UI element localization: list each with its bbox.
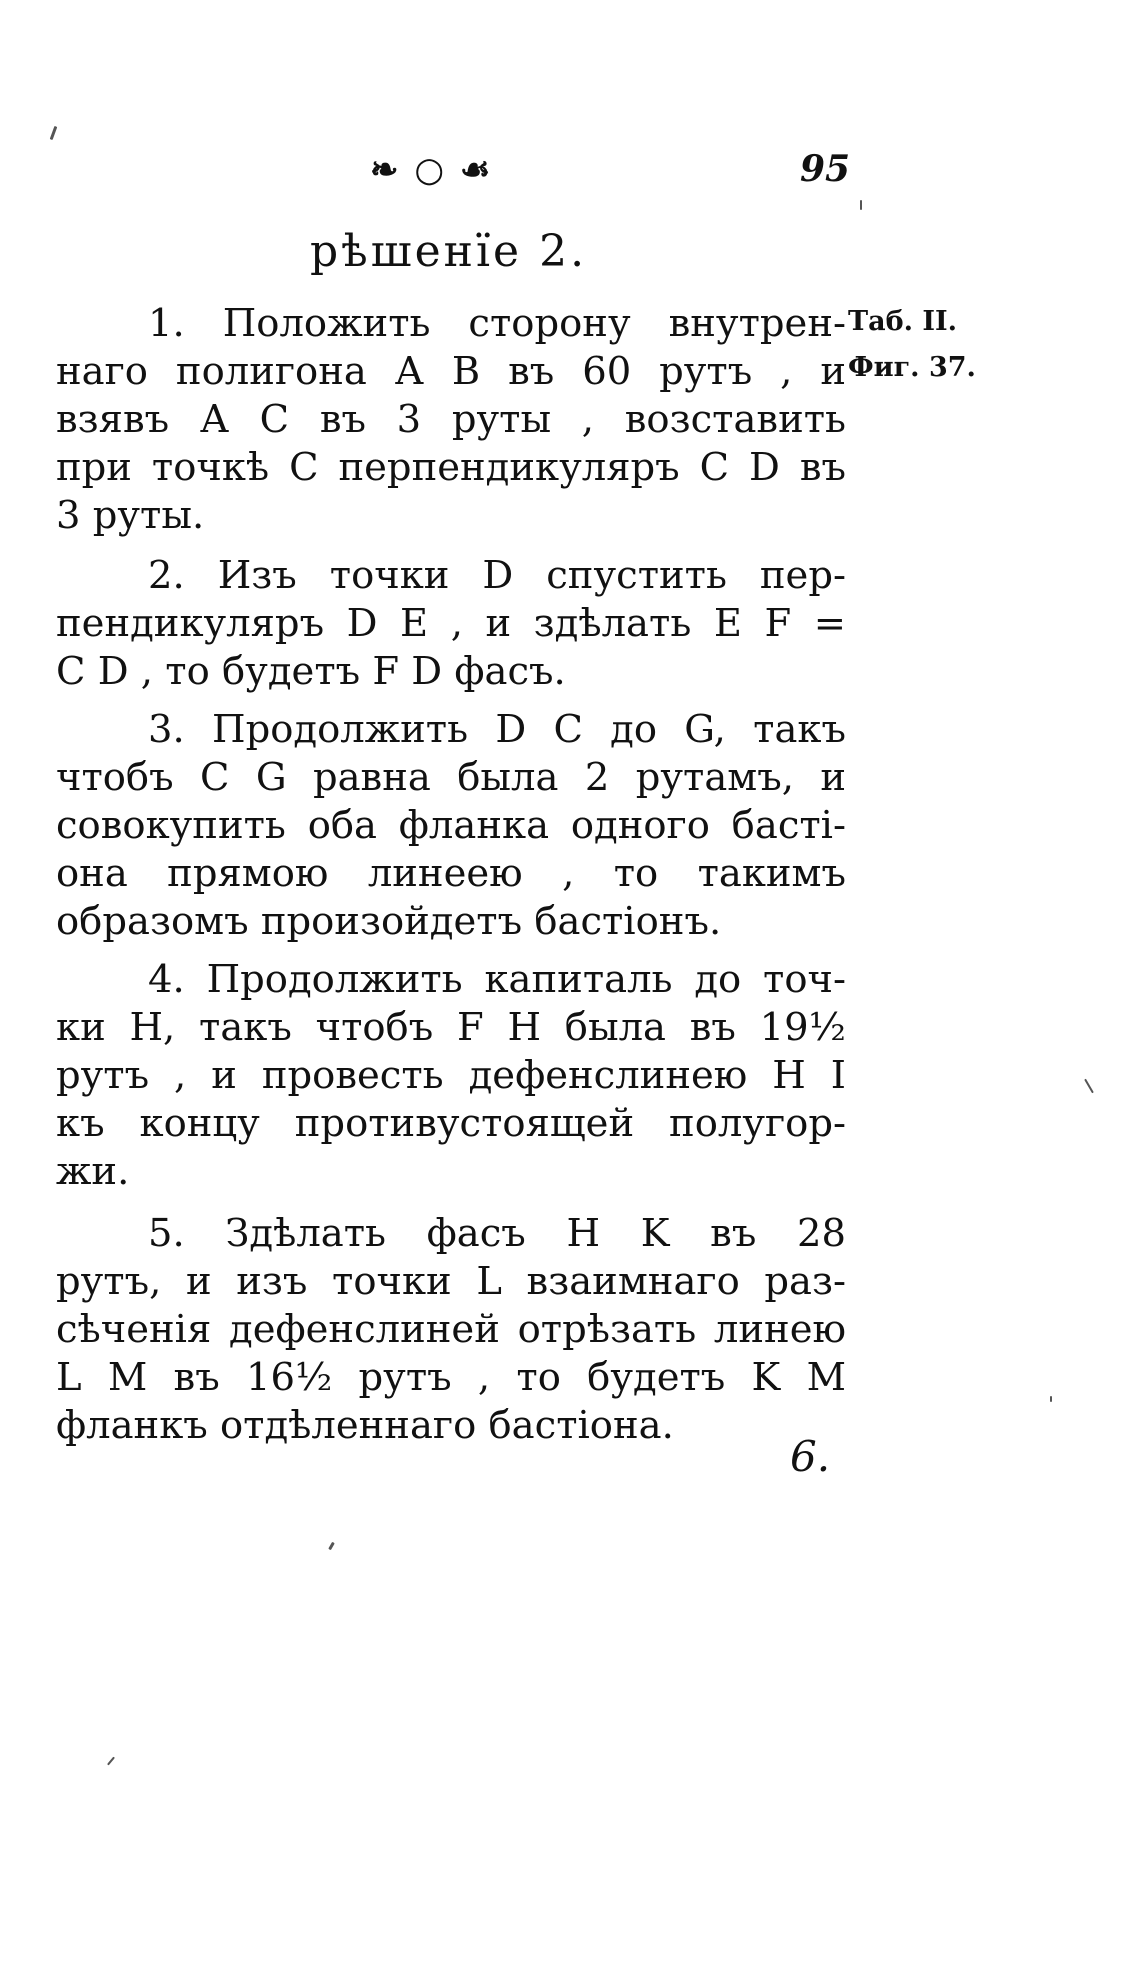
section-heading: рѣшенїе 2. (310, 226, 588, 277)
text-line: чтобъ C G равна была 2 рутамъ, и (56, 755, 846, 800)
text-line: взявъ А С въ 3 руты , возставить (56, 397, 846, 442)
text-line: 3. Продолжить D C до G, такъ (148, 707, 846, 752)
text-line: при точкѣ С перпендикуляръ С D въ (56, 445, 846, 490)
text-line: жи. (56, 1149, 130, 1194)
text-line: образомъ произойдетъ бастіонъ. (56, 899, 722, 944)
text-line: 2. Изъ точки D спустить пер- (148, 553, 846, 598)
text-line: она прямою линеею , то такимъ (56, 851, 846, 896)
paragraph-1 (56, 300, 846, 540)
scan-speck (1050, 1396, 1052, 1402)
text-line: сѣченія дефенслиней отрѣзать линею (56, 1307, 846, 1352)
text-line: 4. Продолжить капиталь до точ- (148, 957, 846, 1002)
scan-speck (107, 1757, 115, 1766)
paragraph-2 (56, 552, 846, 696)
catchword: 6. (790, 1432, 831, 1481)
header-ornament: ❧ ○ ☙ (370, 150, 493, 190)
text-line: ки H, такъ чтобъ F H была въ 19½ (56, 1005, 846, 1050)
text-line: 3 руты. (56, 493, 205, 538)
scan-speck (328, 1542, 335, 1550)
paragraph-3 (56, 706, 846, 946)
paragraph-4 (56, 956, 846, 1196)
margin-note-table: Таб. II. (848, 306, 958, 337)
scan-speck (1084, 1079, 1094, 1094)
page-number: 95 (800, 148, 851, 190)
margin-note-figure: Фиг. 37. (848, 352, 976, 383)
text-line: C D , то будетъ F D фасъ. (56, 649, 566, 694)
text-line: къ концу противустоящей полугор- (56, 1101, 846, 1146)
text-line: наго полигона А В въ 60 рутъ , и (56, 349, 846, 394)
text-line: 5. Здѣлать фасъ H K въ 28 (148, 1211, 846, 1256)
text-line: рутъ, и изъ точки L взаимнаго раз- (56, 1259, 846, 1304)
text-line: совокупить оба фланка одного басті- (56, 803, 846, 848)
paragraph-5 (56, 1210, 846, 1450)
text-line: 1. Положить сторону внутрен- (148, 301, 846, 346)
text-line: фланкъ отдѣленнаго бастіона. (56, 1403, 674, 1448)
text-line: L M въ 16½ рутъ , то будетъ K M (56, 1355, 846, 1400)
text-line: пендикуляръ D E , и здѣлать E F = (56, 601, 846, 646)
text-line: рутъ , и провесть дефенслинею H I (56, 1053, 846, 1098)
scan-speck (860, 200, 862, 210)
scan-speck (50, 126, 58, 140)
